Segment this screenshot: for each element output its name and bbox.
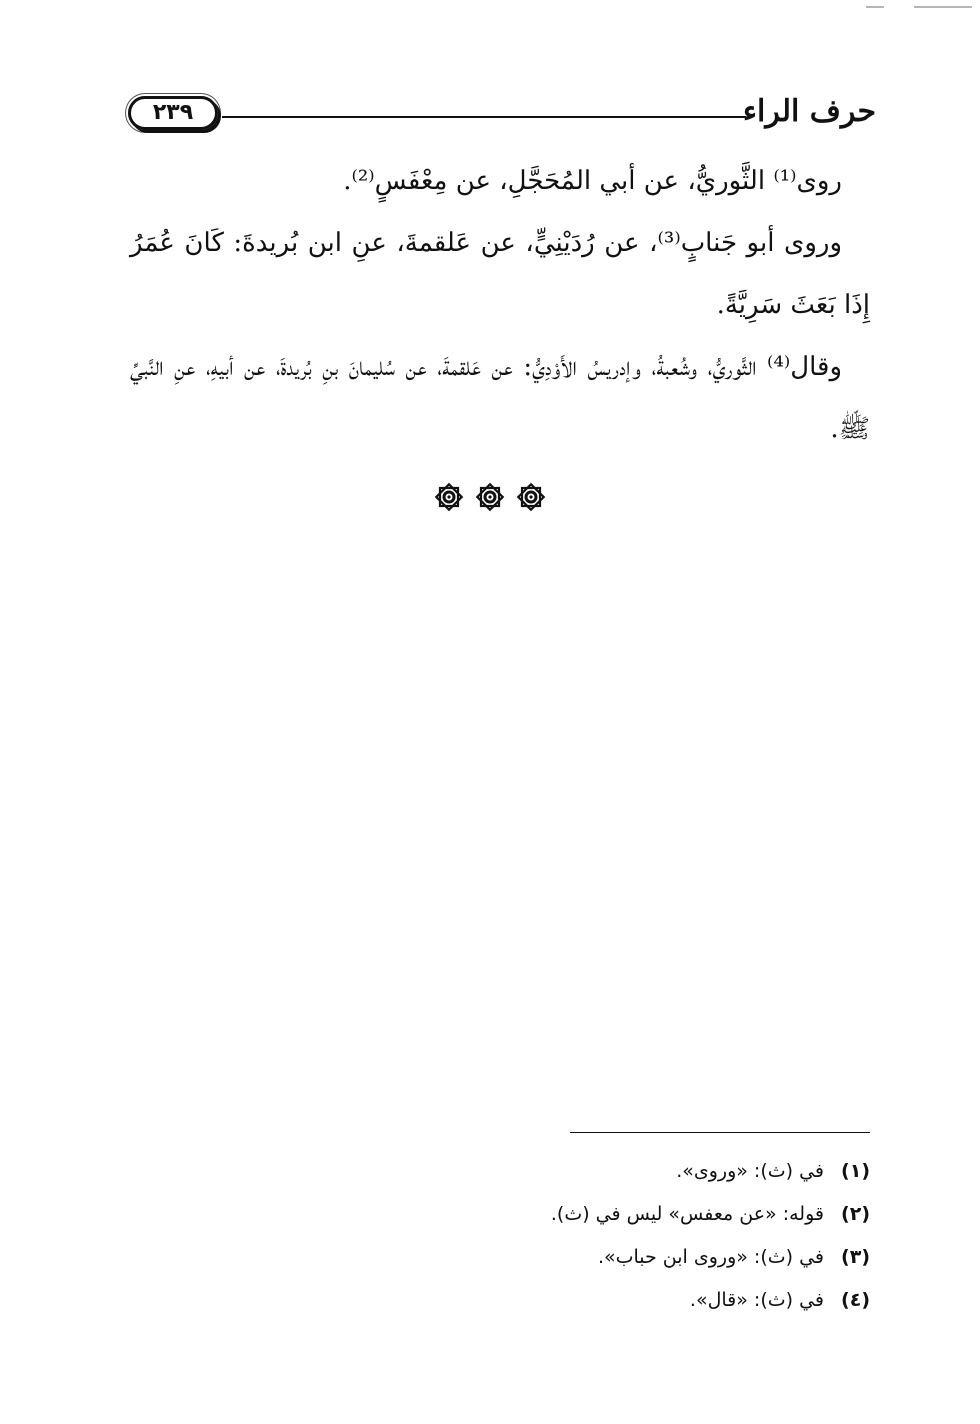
floral-ornament-icon <box>475 482 505 512</box>
page-number-badge <box>128 96 218 130</box>
footnote-text: في (ث): «وروى». <box>676 1160 824 1182</box>
paragraph: روى⁽¹⁾ الثَّوريُّ، عن أبي المُحَجَّلِ، عن مِعْفَسٍ⁽²⁾. <box>343 166 842 196</box>
footnote-marker: (٤) <box>841 1289 870 1311</box>
scan-edge-mark <box>866 6 884 8</box>
page-header <box>128 92 876 136</box>
footnote-text: قوله: «عن معفس» ليس في (ث). <box>550 1203 824 1225</box>
footnote-marker: (٢) <box>841 1203 870 1225</box>
page-number: ٢٣٩ <box>152 100 194 125</box>
footnote-text: في (ث): «وروى ابن حباب». <box>597 1246 824 1268</box>
section-ornament <box>0 482 980 512</box>
paragraph: وقال⁽⁴⁾ الثَّوريُّ، وشُعبةُ، وإدريسُ الأَوْدِيُّ: عن عَلقمةَ، عن سُليمانَ بنِ بُريدةَ، عن أبيهِ، عنِ النَّبيِّ ﷺ. <box>130 352 870 444</box>
footnote-separator <box>570 1132 870 1133</box>
scan-edge-mark <box>914 6 972 8</box>
floral-ornament-icon <box>516 482 546 512</box>
running-title: حرف الراء <box>742 94 876 129</box>
footnote-text: في (ث): «قال». <box>689 1289 824 1311</box>
header-rule <box>222 116 746 118</box>
footnote-marker: (١) <box>841 1160 870 1182</box>
main-text <box>130 150 870 460</box>
footnote <box>300 1193 870 1236</box>
footnote <box>300 1236 870 1279</box>
footnote <box>300 1279 870 1322</box>
footnote-marker: (٣) <box>841 1246 870 1268</box>
floral-ornament-icon <box>434 482 464 512</box>
footnotes <box>300 1150 870 1322</box>
paragraph: وروى أبو جَنابٍ⁽³⁾، عن رُدَيْنِيٍّ، عن عَلقمةَ، عنِ ابن بُريدةَ: كَانَ عُمَرُ إِذَا بَعَثَ سَرِيَّةً. <box>130 228 870 320</box>
footnote <box>300 1150 870 1193</box>
